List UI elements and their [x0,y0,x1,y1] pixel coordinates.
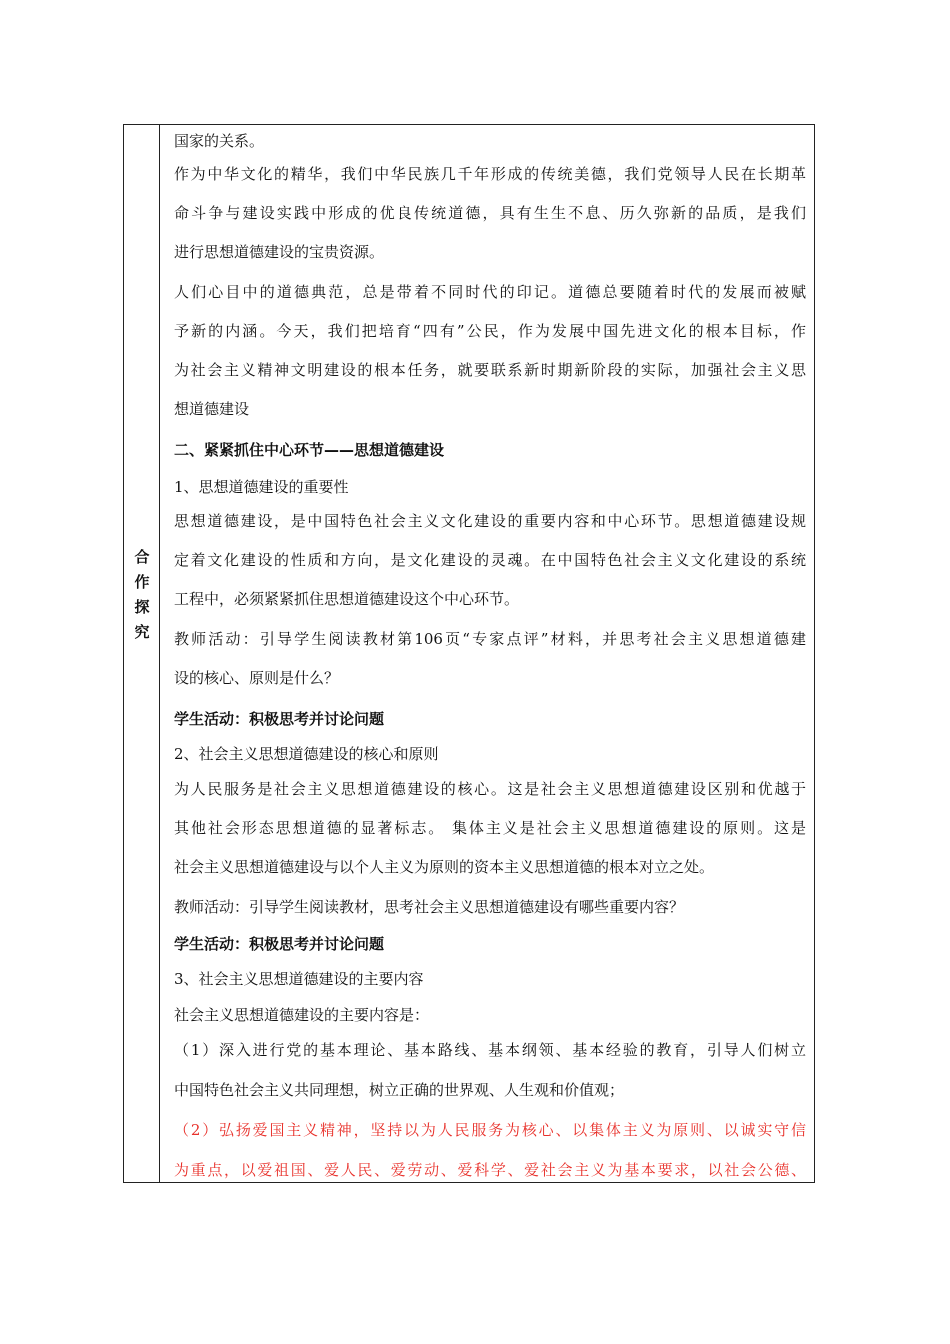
subheading: 2、社会主义思想道德建设的核心和原则 [174,745,439,763]
text-line: 思想道德建设，是中国特色社会主义文化建设的重要内容和中心环节。思想道德建设规 [174,512,806,530]
lesson-table [123,124,815,1183]
text-line: 为社会主义精神文明建设的根本任务，就要联系新时期新阶段的实际，加强社会主义思 [174,361,806,379]
text-line: 社会主义思想道德建设与以个人主义为原则的资本主义思想道德的根本对立之处。 [174,858,715,876]
text-line: 定着文化建设的性质和方向，是文化建设的灵魂。在中国特色社会主义文化建设的系统 [174,551,806,569]
student-activity: 学生活动：积极思考并讨论问题 [174,935,385,953]
text-line: 想道德建设 [174,400,250,418]
text-line: （1）深入进行党的基本理论、基本路线、基本纲领、基本经验的教育，引导人们树立 [174,1041,806,1059]
text-line: 社会主义思想道德建设的主要内容是： [174,1006,430,1024]
section-label-column [124,125,160,1182]
text-line: 为人民服务是社会主义思想道德建设的核心。这是社会主义思想道德建设区别和优越于 [174,780,806,798]
text-line: 人们心目中的道德典范，总是带着不同时代的印记。道德总要随着时代的发展而被赋 [174,283,806,301]
text-line: 设的核心、原则是什么？ [174,669,340,687]
text-line: 其他社会形态思想道德的显著标志。 集体主义是社会主义思想道德建设的原则。这是 [174,819,806,837]
section-label-char: 究 [134,623,150,641]
text-line: 作为中华文化的精华，我们中华民族几千年形成的传统美德，我们党领导人民在长期革 [174,165,806,183]
subheading: 1、思想道德建设的重要性 [174,478,349,496]
lesson-content [174,125,806,1182]
subheading: 3、社会主义思想道德建设的主要内容 [174,970,424,988]
student-activity: 学生活动：积极思考并讨论问题 [174,710,385,728]
highlight-line: （2）弘扬爱国主义精神，坚持以为人民服务为核心、以集体主义为原则、以诚实守信 [174,1121,806,1139]
section-label-char: 探 [134,598,150,616]
text-line: 教师活动：引导学生阅读教材第106页“专家点评”材料，并思考社会主义思想道德建 [174,630,806,648]
text-line: 予新的内涵。今天，我们把培育“四有”公民，作为发展中国先进文化的根本目标，作 [174,322,806,340]
text-line: 中国特色社会主义共同理想，树立正确的世界观、人生观和价值观； [174,1081,625,1099]
section-label-char: 作 [134,573,150,591]
text-line: 国家的关系。 [174,132,265,150]
section-label-char: 合 [134,548,150,566]
highlight-line: 为重点，以爱祖国、爱人民、爱劳动、爱科学、爱社会主义为基本要求，以社会公德、 [174,1161,806,1179]
text-line: 进行思想道德建设的宝贵资源。 [174,243,385,261]
text-line: 工程中，必须紧紧抓住思想道德建设这个中心环节。 [174,590,520,608]
section-heading: 二、紧紧抓住中心环节——思想道德建设 [174,441,445,459]
text-line: 教师活动：引导学生阅读教材，思考社会主义思想道德建设有哪些重要内容？ [174,898,685,916]
section-label [124,545,160,645]
text-line: 命斗争与建设实践中形成的优良传统道德，具有生生不息、历久弥新的品质，是我们 [174,204,806,222]
